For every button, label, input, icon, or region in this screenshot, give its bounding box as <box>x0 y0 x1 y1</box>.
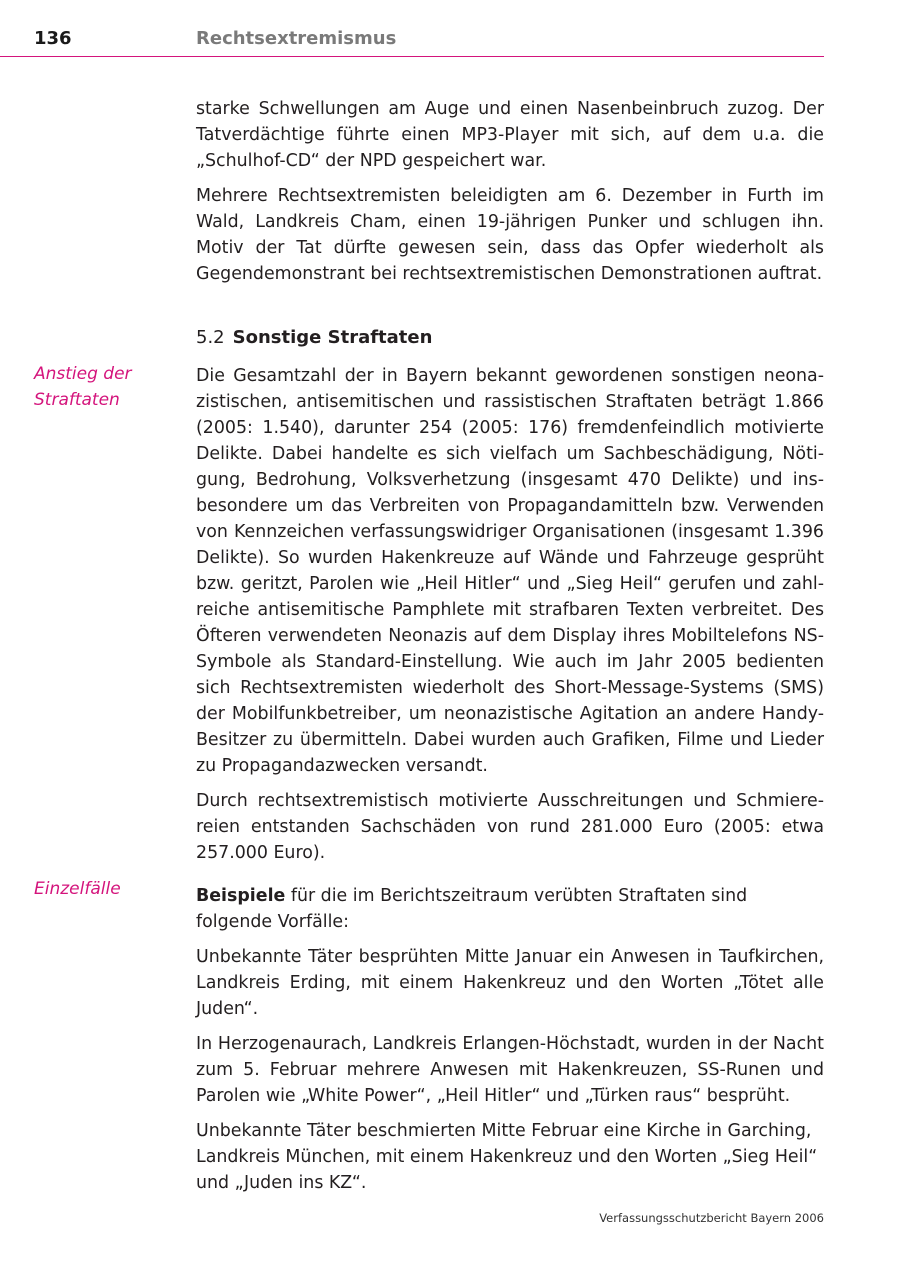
main-text <box>196 96 824 1205</box>
paragraph: starke Schwellungen am Auge und einen Nasenbeinbruch zuzog. Der Tatverdächtige führte einen MP3-Player mit sich, auf dem u.a. die „Schulhof-CD“ der NPD gespeichert war. <box>196 99 824 171</box>
examples-lead: Beispiele <box>196 886 286 906</box>
page-number: 136 <box>34 28 72 49</box>
chapter-title: Rechtsextremismus <box>196 28 397 49</box>
paragraph: Die Gesamtzahl der in Bayern bekannt gewordenen sonstigen neonazistischen, antisemitischen und rassistischen Straftaten beträgt 1.866 (2005: 1.540), darunter 254 (2005: 176) fremdenfeindlich motivierte Delikte. Dabei handelte es sich vielfach um Sachbeschädigung, Nötigung, Bedrohung, Volksverhetzung (insgesamt 470 Delikte) und insbesondere um das Verbreiten von Propagandamitteln bzw. Verwenden von Kennzeichen verfassungswidriger Organisationen (insgesamt 1.396 Delikte). So wurden Hakenkreuze auf Wände und Fahrzeuge gesprüht bzw. geritzt, Parolen wie „Heil Hitler“ und „Sieg Heil“ gerufen und zahlreiche antisemitische Pamphlete mit strafbaren Texten verbreitet. Des Öfteren verwendeten Neonazis auf dem Display ihres Mobiltelefons NS-Symbole als Standard-Einstellung. Wie auch im Jahr 2005 bedienten sich Rechtsextremisten wiederholt des Short-Message-Systems (SMS) der Mobilfunkbetreiber, um neonazistische Agitation an andere Handy-Besitzer zu übermitteln. Dabei wurden auch Grafiken, Filme und Lieder zu Propagandazwecken versandt. <box>196 366 824 776</box>
margin-note-einzelfaelle: Einzelfälle <box>34 879 121 899</box>
examples-intro <box>196 883 824 935</box>
section-title: Sonstige Straftaten <box>232 327 433 348</box>
paragraph: Mehrere Rechtsextremisten beleidigten am 6. Dezember in Furth im Wald, Landkreis Cham, einen 19-jährigen Punker und schlugen ihn. Motiv der Tat dürfte gewesen sein, dass das Opfer wiederholt als Gegendemonstrant bei rechtsextremistischen Demonstrationen auftrat. <box>196 186 824 284</box>
examples-intro-text: für die im Berichtszeitraum verübten Straftaten sind folgende Vorfälle: <box>196 886 748 932</box>
margin-note-anstieg: Anstieg der Straftaten <box>34 364 132 410</box>
example-item: Unbekannte Täter beschmierten Mitte Februar eine Kirche in Garching, Landkreis München, mit einem Hakenkreuz und den Worten „Sieg Heil“ und „Juden ins KZ“. <box>196 1121 818 1193</box>
example-item: Unbekannte Täter besprühten Mitte Januar ein Anwesen in Taufkirchen, Landkreis Erding, mit einem Hakenkreuz und den Worten „Tötet alle Juden“. <box>196 947 824 1019</box>
header-rule <box>0 56 824 57</box>
section-heading <box>196 325 824 351</box>
section-number: 5.2 <box>196 327 225 348</box>
example-item: In Herzogenaurach, Landkreis Erlangen-Höchstadt, wurden in der Nacht zum 5. Februar mehrere Anwesen mit Hakenkreuzen, SS-Runen und Parolen wie „White Power“, „Heil Hitler“ und „Türken raus“ besprüht. <box>196 1034 824 1106</box>
paragraph: Durch rechtsextremistisch motivierte Ausschreitungen und Schmierereien entstanden Sachschäden von rund 281.000 Euro (2005: etwa 257.000 Euro). <box>196 791 824 863</box>
footer-text: Verfassungsschutzbericht Bayern 2006 <box>599 1211 824 1225</box>
